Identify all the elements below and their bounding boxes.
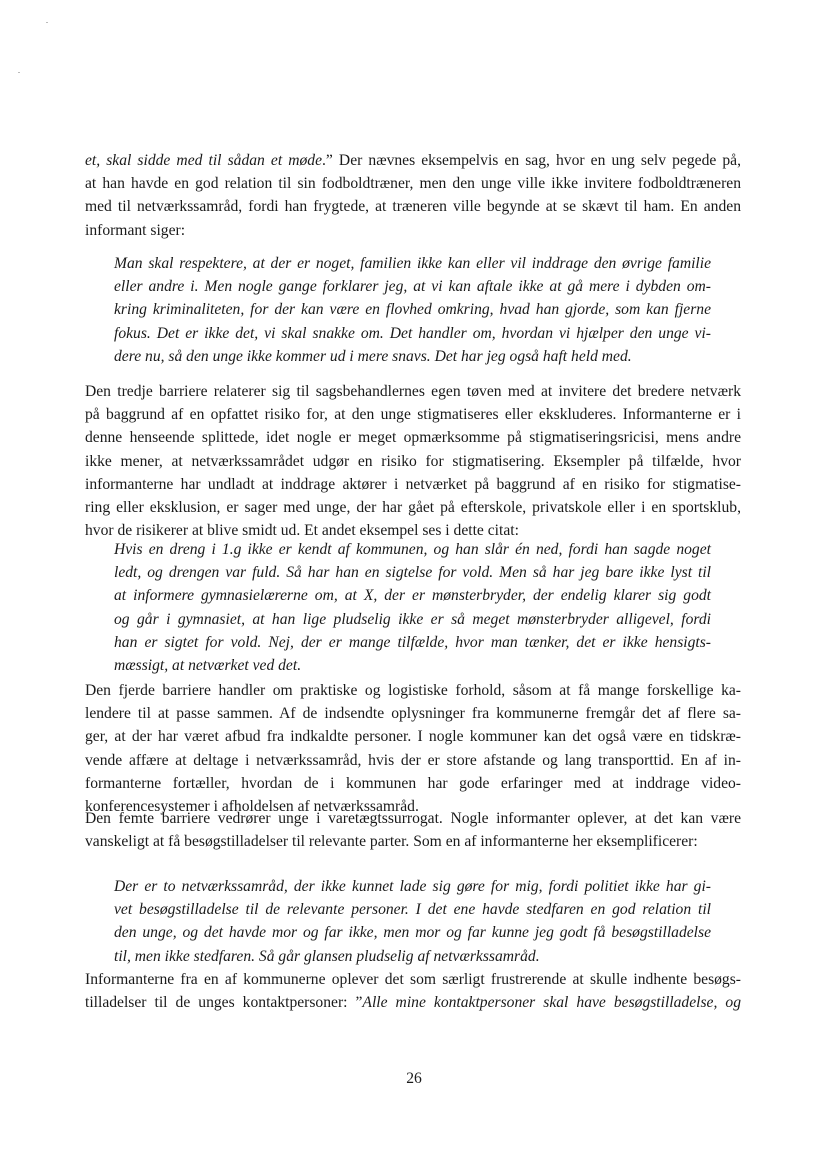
paragraph [85, 679, 741, 818]
italic-text: Man skal respektere, at der er noget, familien ikke kan eller vil inddrage den øvrige familie [114, 255, 711, 272]
paragraph [85, 149, 741, 242]
text-line [114, 945, 711, 968]
paragraph [85, 968, 741, 1014]
italic-text: kring kriminaliteten, for der kan være en flovhed omkring, hvad han gjorde, som kan fjerne [114, 301, 711, 319]
text-line [85, 450, 741, 473]
italic-text: et, skal sidde med til sådan et møde [85, 152, 323, 169]
italic-text: han er sigtet for vold. Nej, der er mange tilfælde, hvor man tænker, det er ikke hensigts- [114, 633, 711, 651]
text-line [85, 219, 741, 242]
italic-text: Hvis en dreng i 1.g ikke er kendt af kommunen, og han slår én ned, fordi han sagde noget [114, 541, 711, 558]
text-line [114, 538, 711, 561]
text: ger, at der har været afbud fra indkaldte personer. I nogle kommuner kan det også være en tidskræ- [85, 728, 741, 746]
italic-text: fokus. Det er ikke det, vi skal snakke om. Det handler om, hvordan vi hjælper den unge vi- [114, 324, 711, 342]
text: med til netværkssamråd, fordi han frygtede, at træneren ville begynde at se skævt til ham. En anden [85, 198, 741, 216]
text-line [85, 380, 741, 403]
text-line [85, 807, 741, 830]
text-line [85, 968, 741, 991]
italic-text: til, men ikke stedfaren. Så går glansen pludselig af netværkssamråd. [114, 947, 540, 965]
italic-text: dere nu, så den unge ikke kommer ud i mere snavs. Det har jeg også haft held med. [114, 347, 632, 365]
text: på baggrund af en opfattet risiko for, at den unge stigmatiseres eller ekskluderes. Informanterne er i [85, 406, 741, 424]
italic-text: og går i gymnasiet, at han lige pludselig ikke er så meget mønsterbryder alligevel, fordi [114, 610, 711, 628]
text-line [85, 426, 741, 449]
text-line [114, 654, 711, 677]
text: informant siger: [85, 221, 186, 239]
block-quote [114, 875, 711, 968]
text-line [114, 322, 711, 345]
text-line [85, 496, 741, 519]
italic-text: den unge, og det havde mor og far ikke, men mor og far kunne jeg godt få besøgstilladelse [114, 924, 711, 942]
italic-text: Der er to netværkssamråd, der ikke kunnet lade sig gøre for mig, fordi politiet ikke har gi- [114, 878, 711, 895]
text-line [85, 702, 741, 725]
block-quote [114, 252, 711, 368]
italic-text: Alle mine kontaktpersoner skal have besøgstilladelse, og [362, 994, 741, 1012]
paragraph [85, 380, 741, 542]
paragraph [85, 807, 741, 853]
text: .” Der nævnes eksempelvis en sag, hvor en ung selv pegede på, [322, 152, 741, 169]
text: formanterne fortæller, hvordan de i kommunen har gode erfaringer med at inddrage video- [85, 774, 741, 792]
italic-text: ledt, og drengen var fuld. Så har han en sigtelse for vold. Men så har jeg bare ikke lyst til [114, 564, 711, 582]
scan-speck [46, 22, 48, 23]
text-line [114, 608, 711, 631]
text-line [85, 195, 741, 218]
text-line [85, 830, 741, 853]
text-line [85, 172, 741, 195]
text-line [85, 772, 741, 795]
italic-text: at informere gymnasielærerne om, at X, der er mønsterbryder, der endelig klarer sig godt [114, 587, 711, 605]
text-line [114, 345, 711, 368]
text-line [114, 275, 711, 298]
text: Den fjerde barriere handler om praktiske og logistiske forhold, såsom at få mange forskellige ka- [85, 682, 741, 699]
text: vanskeligt at få besøgstilladelser til relevante parter. Som en af informanterne her eksemplificerer: [85, 833, 698, 851]
text-line [85, 749, 741, 772]
text: ikke mener, at netværkssamrådet udgør en risiko for stigmatisering. Eksempler på tilfælde, hvor [85, 452, 741, 470]
text-line [114, 252, 711, 275]
text: denne henseende splittede, idet nogle er meget opmærksomme på stigmatiseringsricisi, mens andre [85, 429, 741, 447]
text-line [85, 149, 741, 172]
text: hvor de risikerer at blive smidt ud. Et andet eksempel ses i dette citat: [85, 522, 519, 540]
text: at han havde en god relation til sin fodboldtræner, men den unge ville ikke invitere fodboldtræneren [85, 175, 741, 193]
text: lendere til at passe sammen. Af de indsendte oplysninger fra kommunerne fremgår det af flere sa- [85, 705, 741, 723]
italic-text: mæssigt, at netværket ved det. [114, 656, 302, 674]
text: Den femte barriere vedrører unge i varetægtssurrogat. Nogle informanter oplever, at det kan være [85, 810, 741, 827]
text-line [85, 473, 741, 496]
scan-speck [18, 72, 20, 73]
text-line [85, 725, 741, 748]
page-number: 26 [406, 1070, 422, 1087]
block-quote [114, 538, 711, 677]
italic-text: vet besøgstilladelse til de relevante personer. I det ene havde stedfaren en god relation til [114, 901, 711, 919]
italic-text: eller andre i. Men nogle gange forklarer jeg, at vi kan aftale ikke at gå mere i dybden om- [114, 278, 711, 296]
text: informanterne har undladt at inddrage aktører i netværket på baggrund af en risiko for stigmatise- [85, 475, 741, 493]
text-line [114, 584, 711, 607]
text-line [114, 631, 711, 654]
text: vende affære at deltage i netværkssamråd, hvis der er store afstande og lang transporttid. En af in- [85, 751, 741, 769]
text-line [85, 679, 741, 702]
text-line [114, 898, 711, 921]
text-line [114, 875, 711, 898]
text: tilladelser til de unges kontaktpersoner: ” [85, 994, 363, 1012]
text: konferencesystemer i afholdelsen af netværkssamråd. [85, 797, 419, 815]
text: Den tredje barriere relaterer sig til sagsbehandlernes egen tøven med at invitere det bredere netværk [85, 383, 741, 400]
text-line [85, 991, 741, 1014]
text-line [114, 921, 711, 944]
text-line [114, 561, 711, 584]
text-line [114, 298, 711, 321]
text: ring eller eksklusion, er sager med unge, der har gået på efterskole, privatskole eller i en sportsklub, [85, 498, 741, 516]
text-line [85, 403, 741, 426]
text: Informanterne fra en af kommunerne oplever det som særligt frustrerende at skulle indhente besøgs- [85, 971, 741, 988]
